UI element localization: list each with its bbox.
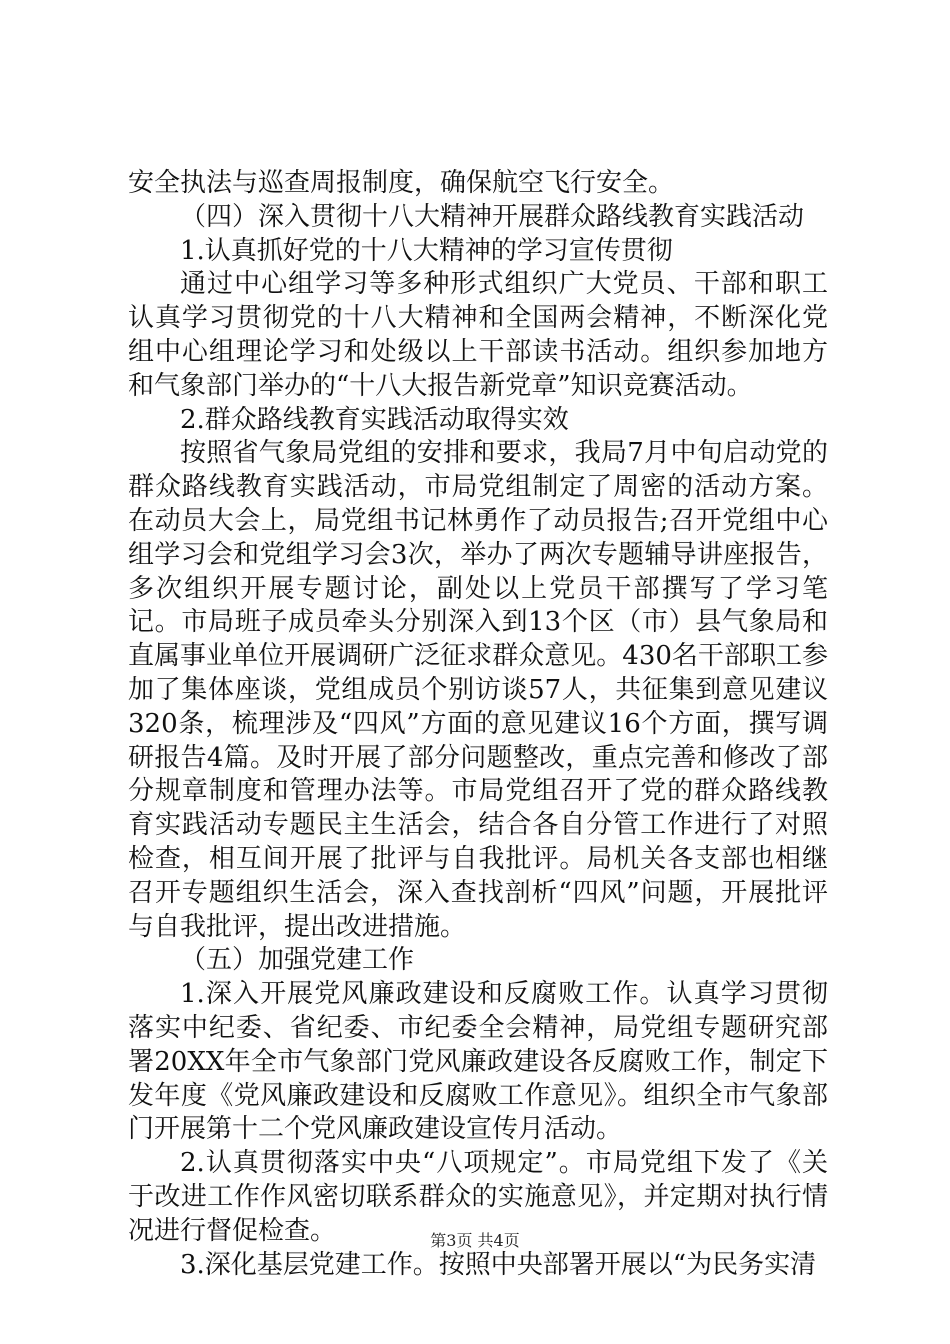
section-heading-four: （四）深入贯彻十八大精神开展群众路线教育实践活动 bbox=[180, 201, 805, 232]
document-body bbox=[128, 167, 828, 1282]
paragraph-anti-corruption: 1.深入开展党风廉政建设和反腐败工作。认真学习贯彻落实中纪委、省纪委、市纪委全会精神，局党组专题研究部署20XX年全市气象部门党风廉政建设各反腐败工作，制定下发年度《党风廉政建设和反腐败工作意见》。组织全市气象部门开展第十二个党风廉政建设宣传月活动。 bbox=[128, 979, 828, 1145]
paragraph-mass-line: 按照省气象局党组的安排和要求，我局7月中旬启动党的群众路线教育实践活动，市局党组制定了周密的活动方案。在动员大会上，局党组书记林勇作了动员报告;召开党组中心组学习会和党组学习会3次，举办了两次专题辅导讲座报告，多次组织开展专题讨论，副处以上党员干部撰写了学习笔记。市局班子成员牵头分别深入到13个区（市）县气象局和直属事业单位开展调研广泛征求群众意见。430名干部职工参加了集体座谈，党组成员个别访谈57人，共征集到意见建议320条，梳理涉及“四风”方面的意见建议16个方面，撰写调研报告4篇。及时开展了部分问题整改，重点完善和修改了部分规章制度和管理办法等。市局党组召开了党的群众路线教育实践活动专题民主生活会，结合各自分管工作进行了对照检查，相互间开展了批评与自我批评。局机关各支部也相继召开专题组织生活会，深入查找剖析“四风”问题，开展批评与自我批评，提出改进措施。 bbox=[128, 438, 828, 942]
section-heading-five: （五）加强党建工作 bbox=[180, 945, 415, 976]
paragraph-grassroots: 3.深化基层党建工作。按照中央部署开展以“为民务实清 bbox=[180, 1249, 817, 1280]
paragraph-study: 通过中心组学习等多种形式组织广大党员、干部和职工认真学习贯彻党的十八大精神和全国两会精神，不断深化党组中心组理论学习和处级以上干部读书活动。组织参加地方和气象部门举办的“十八大报告新党章”知识竞赛活动。 bbox=[128, 269, 828, 401]
subheading-study-spirit: 1.认真抓好党的十八大精神的学习宣传贯彻 bbox=[180, 235, 673, 266]
paragraph-eight-rules: 2.认真贯彻落实中央“八项规定”。市局党组下发了《关于改进工作作风密切联系群众的实施意见》，并定期对执行情况进行督促检查。 bbox=[128, 1148, 828, 1246]
page-footer: 第3页 共4页 bbox=[430, 1231, 520, 1250]
paragraph-continuation: 安全执法与巡查周报制度，确保航空飞行安全。 bbox=[128, 168, 675, 198]
subheading-mass-line: 2.群众路线教育实践活动取得实效 bbox=[180, 404, 569, 435]
